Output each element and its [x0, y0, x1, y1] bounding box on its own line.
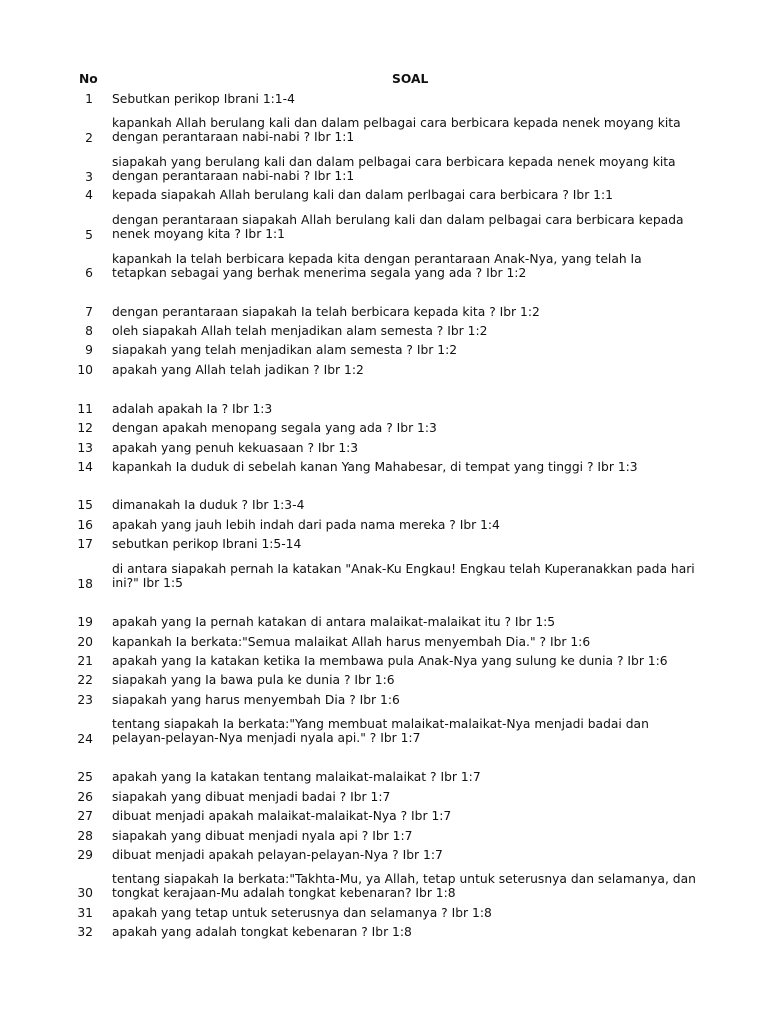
question-text: apakah yang penuh kekuasaan ? Ibr 1:3: [112, 441, 359, 455]
question-text: tentang siapakah Ia berkata:"Takhta-Mu, ya Allah, tetap untuk seterusnya dan selamanya, dan tongkat kerajaan-Mu adalah tongkat kebenaran? Ibr 1:8: [112, 872, 696, 900]
question-number: 24: [77, 732, 93, 746]
question-text: siapakah yang harus menyembah Dia ? Ibr 1:6: [112, 693, 400, 707]
question-number: 17: [77, 537, 93, 551]
question-number: 27: [77, 809, 93, 823]
question-number: 30: [77, 886, 93, 900]
question-number: 5: [85, 228, 93, 242]
question-number: 7: [85, 305, 93, 319]
question-number: 23: [77, 693, 93, 707]
question-text: sebutkan perikop Ibrani 1:5-14: [112, 537, 302, 551]
question-number: 11: [77, 402, 93, 416]
question-number: 32: [77, 925, 93, 939]
question-number: 12: [77, 421, 93, 435]
question-text: kapankah Ia duduk di sebelah kanan Yang Mahabesar, di tempat yang tinggi ? Ibr 1:3: [112, 460, 638, 474]
question-number: 19: [77, 615, 93, 629]
question-text: kapankah Ia berkata:"Semua malaikat Allah harus menyembah Dia." ? Ibr 1:6: [112, 635, 591, 649]
question-number: 20: [77, 635, 93, 649]
question-text: siapakah yang Ia bawa pula ke dunia ? Ibr 1:6: [112, 673, 395, 687]
question-text: dengan perantaraan siapakah Allah berulang kali dan dalam pelbagai cara berbicara kepada nenek moyang kita ? Ibr 1:1: [112, 213, 684, 241]
question-text: siapakah yang dibuat menjadi nyala api ? Ibr 1:7: [112, 829, 413, 843]
question-number: 15: [77, 498, 93, 512]
question-number: 22: [77, 673, 93, 687]
question-text: siapakah yang dibuat menjadi badai ? Ibr 1:7: [112, 790, 391, 804]
question-number: 9: [85, 343, 93, 357]
question-number: 29: [77, 848, 93, 862]
question-text: kepada siapakah Allah berulang kali dan dalam perlbagai cara berbicara ? Ibr 1:1: [112, 188, 613, 202]
question-number: 21: [77, 654, 93, 668]
question-text: apakah yang Allah telah jadikan ? Ibr 1:2: [112, 363, 364, 377]
question-text: siapakah yang telah menjadikan alam semesta ? Ibr 1:2: [112, 343, 458, 357]
question-number: 10: [77, 363, 93, 377]
question-text: apakah yang Ia pernah katakan di antara malaikat-malaikat itu ? Ibr 1:5: [112, 615, 556, 629]
question-number: 6: [85, 266, 93, 280]
question-text: oleh siapakah Allah telah menjadikan alam semesta ? Ibr 1:2: [112, 324, 488, 338]
question-number: 13: [77, 441, 93, 455]
question-text: apakah yang tetap untuk seterusnya dan selamanya ? Ibr 1:8: [112, 906, 492, 920]
question-text: adalah apakah Ia ? Ibr 1:3: [112, 402, 273, 416]
question-number: 2: [85, 131, 93, 145]
question-text: apakah yang Ia katakan tentang malaikat-malaikat ? Ibr 1:7: [112, 770, 481, 784]
question-number: 26: [77, 790, 93, 804]
question-number: 25: [77, 770, 93, 784]
question-number: 18: [77, 577, 93, 591]
question-text: kapankah Ia telah berbicara kepada kita dengan perantaraan Anak-Nya, yang telah Ia tetapkan sebagai yang berhak menerima segala yang ada ? Ibr 1:2: [112, 252, 642, 280]
question-text: kapankah Allah berulang kali dan dalam pelbagai cara berbicara kepada nenek moyang kita dengan perantaraan nabi-nabi ? Ibr 1:1: [112, 116, 681, 144]
question-number: 14: [77, 460, 93, 474]
question-text: apakah yang adalah tongkat kebenaran ? Ibr 1:8: [112, 925, 412, 939]
question-text: apakah yang jauh lebih indah dari pada nama mereka ? Ibr 1:4: [112, 518, 500, 532]
question-text: tentang siapakah Ia berkata:"Yang membuat malaikat-malaikat-Nya menjadi badai dan pelayan-pelayan-Nya menjadi nyala api." ? Ibr 1:7: [112, 717, 649, 745]
column-header-no: No: [79, 72, 98, 86]
question-text: dimanakah Ia duduk ? Ibr 1:3-4: [112, 498, 305, 512]
question-number: 28: [77, 829, 93, 843]
question-number: 31: [77, 906, 93, 920]
question-number: 1: [85, 92, 93, 106]
question-text: Sebutkan perikop Ibrani 1:1-4: [112, 92, 295, 106]
question-text: di antara siapakah pernah Ia katakan "Anak-Ku Engkau! Engkau telah Kuperanakkan pada hari ini?" Ibr 1:5: [112, 562, 695, 590]
question-text: siapakah yang berulang kali dan dalam pelbagai cara berbicara kepada nenek moyang kita dengan perantaraan nabi-nabi ? Ibr 1:1: [112, 155, 676, 183]
question-text: dibuat menjadi apakah pelayan-pelayan-Nya ? Ibr 1:7: [112, 848, 443, 862]
question-number: 3: [85, 170, 93, 184]
question-number: 8: [85, 324, 93, 338]
question-text: apakah yang Ia katakan ketika Ia membawa pula Anak-Nya yang sulung ke dunia ? Ibr 1:6: [112, 654, 668, 668]
question-text: dengan apakah menopang segala yang ada ? Ibr 1:3: [112, 421, 437, 435]
question-number: 16: [77, 518, 93, 532]
column-header-soal: SOAL: [392, 72, 429, 86]
question-text: dibuat menjadi apakah malaikat-malaikat-Nya ? Ibr 1:7: [112, 809, 452, 823]
question-number: 4: [85, 188, 93, 202]
question-text: dengan perantaraan siapakah Ia telah berbicara kepada kita ? Ibr 1:2: [112, 305, 540, 319]
